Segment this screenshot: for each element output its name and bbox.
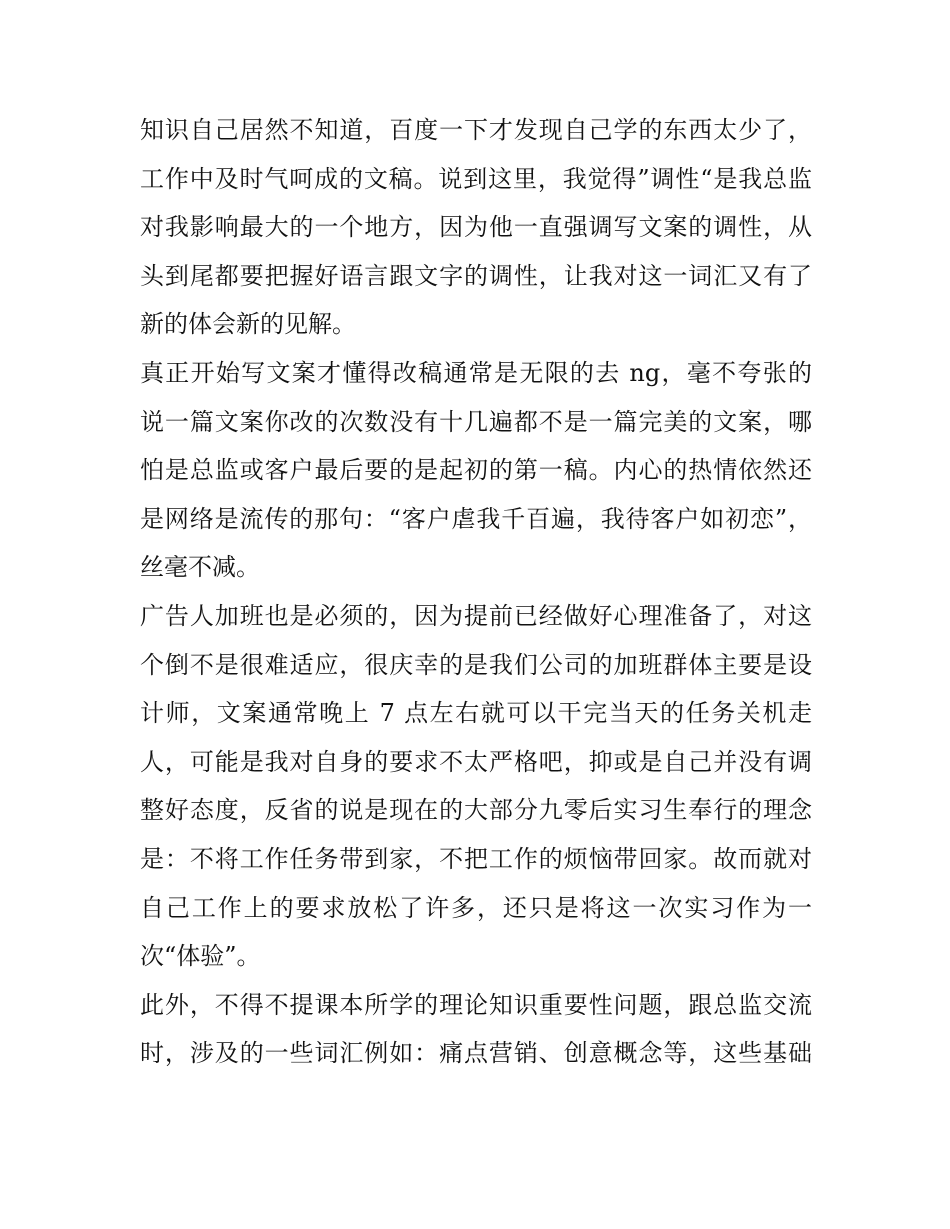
text-line: 计师，文案通常晚上 7 点左右就可以干完当天的任务关机走 [140,699,812,728]
text-line: 知识自己居然不知道，百度一下才发现自己学的东西太少了， [140,116,812,144]
text-line: 人，可能是我对自身的要求不太严格吧，抑或是自己并没有调 [140,747,812,776]
text-line: 头到尾都要把握好语言跟文字的调性，让我对这一词汇又有了 [140,261,812,290]
text-line: 怕是总监或客户最后要的是起初的第一稿。内心的热情依然还 [140,456,812,485]
text-line: 自己工作上的要求放松了许多，还只是将这一次实习作为一 [140,893,812,922]
text-line: 对我影响最大的一个地方，因为他一直强调写文案的调性，从 [140,213,812,242]
text-line: 广告人加班也是必须的，因为提前已经做好心理准备了，对这 [140,601,812,630]
text-line: 真正开始写文案才懂得改稿通常是无限的去 ng，毫不夸张的 [140,358,812,387]
text-line: 是：不将工作任务带到家，不把工作的烦恼带回家。故而就对 [140,844,812,873]
text-line: 整好态度，反省的说是现在的大部分九零后实习生奉行的理念 [140,796,812,825]
text-line: 此外，不得不提课本所学的理论知识重要性问题，跟总监交流 [140,990,812,1019]
text-line: 是网络是流传的那句：“客户虐我千百遍，我待客户如初恋”， [140,504,812,533]
document-body [140,106,812,1078]
text-line: 时，涉及的一些词汇例如：痛点营销、创意概念等，这些基础 [140,1039,812,1068]
text-line: 新的体会新的见解。 [140,310,356,339]
text-line: 次“体验”。 [140,942,261,971]
text-line: 丝毫不减。 [140,553,260,582]
text-line: 个倒不是很难适应，很庆幸的是我们公司的加班群体主要是设 [140,650,812,679]
text-line: 工作中及时气呵成的文稿。说到这里，我觉得”调性“是我总监 [140,164,812,193]
text-line: 说一篇文案你改的次数没有十几遍都不是一篇完美的文案，哪 [140,407,812,436]
